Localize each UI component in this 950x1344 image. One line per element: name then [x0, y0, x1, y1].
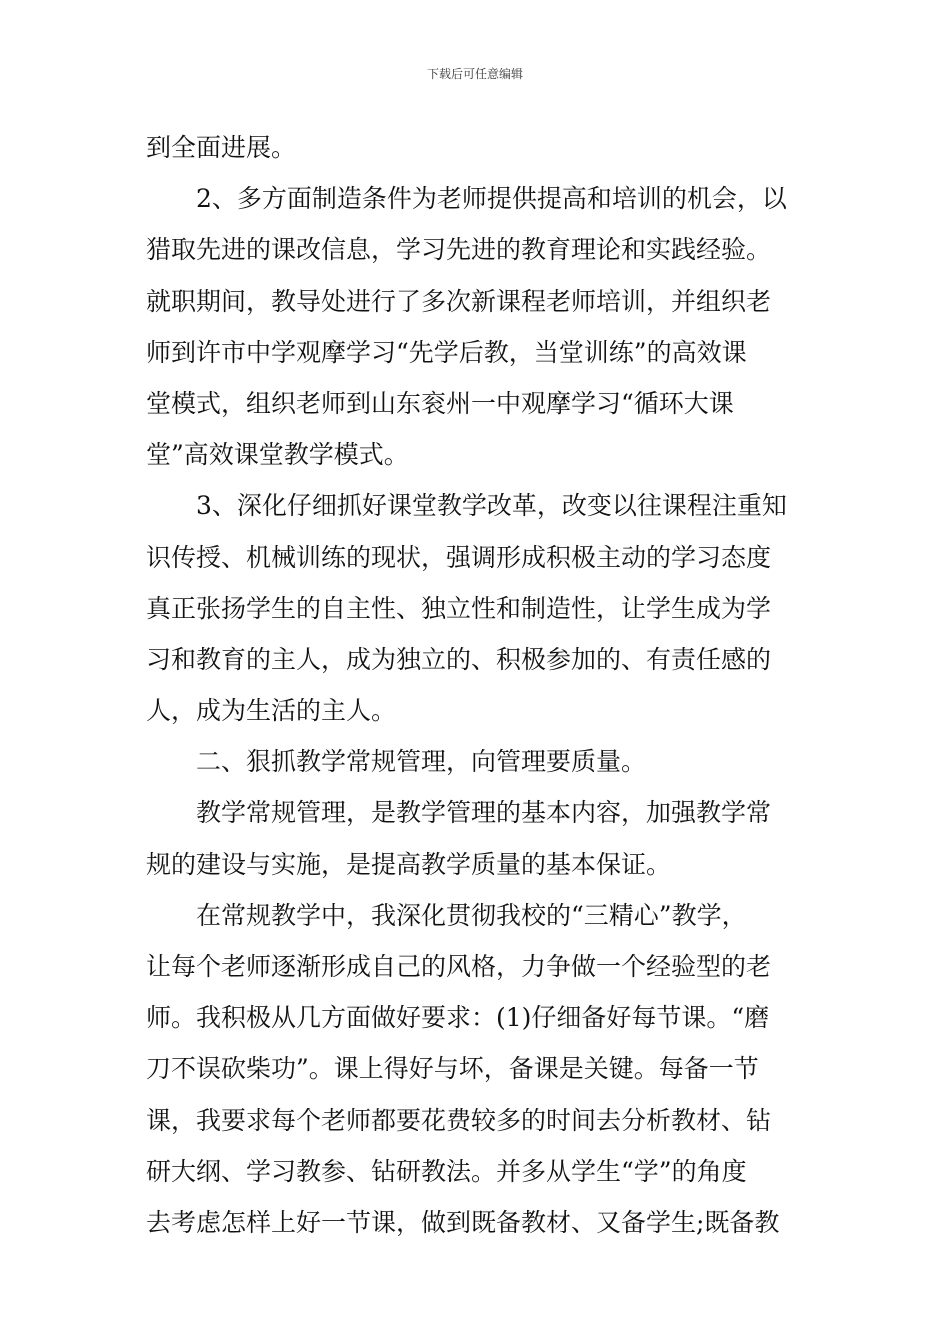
text-line: 到全面进展。	[146, 133, 297, 162]
text-line: 堂模式，组织老师到山东衮州一中观摩学习“循环大课	[146, 388, 734, 418]
text-line: 3、深化仔细抓好课堂教学改革，改变以往课程注重知	[196, 491, 787, 521]
text-line: 师到许市中学观摩学习“先学后教，当堂训练”的高效课	[146, 337, 747, 367]
text-line: 教学常规管理，是教学管理的基本内容，加强教学常	[196, 798, 772, 828]
text-line: 去考虑怎样上好一节课，做到既备教材、又备学生;既备教	[146, 1207, 780, 1237]
document-body	[146, 122, 806, 1248]
page-header: 下载后可任意编辑	[426, 67, 523, 81]
text-line: 堂”高效课堂教学模式。	[146, 440, 409, 470]
text-line: 猎取先进的课改信息，学习先进的教育理论和实践经验。	[146, 235, 772, 265]
text-line: 研大纲、学习教参、钻研教法。并多从学生“学”的角度	[146, 1156, 747, 1186]
text-line: 课，我要求每个老师都要花费较多的时间去分析教材、钻	[146, 1105, 772, 1135]
text-line: 识传授、机械训练的现状，强调形成积极主动的学习态度	[146, 542, 772, 572]
text-line: 师。我积极从几方面做好要求：(1)仔细备好每节课。“磨	[146, 1003, 770, 1033]
text-line: 真正张扬学生的自主性、独立性和制造性，让学生成为学	[146, 593, 772, 623]
text-line: 2、多方面制造条件为老师提供提高和培训的机会，以	[196, 184, 787, 214]
text-line: 规的建设与实施，是提高教学质量的基本保证。	[146, 849, 672, 879]
section-heading: 二、狠抓教学常规管理，向管理要质量。	[196, 747, 647, 777]
text-line: 让每个老师逐渐形成自己的风格，力争做一个经验型的老	[146, 952, 772, 981]
text-line: 在常规教学中，我深化贯彻我校的“三精心”教学，	[196, 900, 747, 930]
text-line: 人，成为生活的主人。	[146, 696, 397, 726]
text-line: 习和教育的主人，成为独立的、积极参加的、有责任感的	[146, 644, 772, 674]
text-line: 刀不误砍柴功”。课上得好与坏，备课是关键。每备一节	[146, 1054, 759, 1084]
text-line: 就职期间，教导处进行了多次新课程老师培训，并组织老	[146, 286, 772, 316]
